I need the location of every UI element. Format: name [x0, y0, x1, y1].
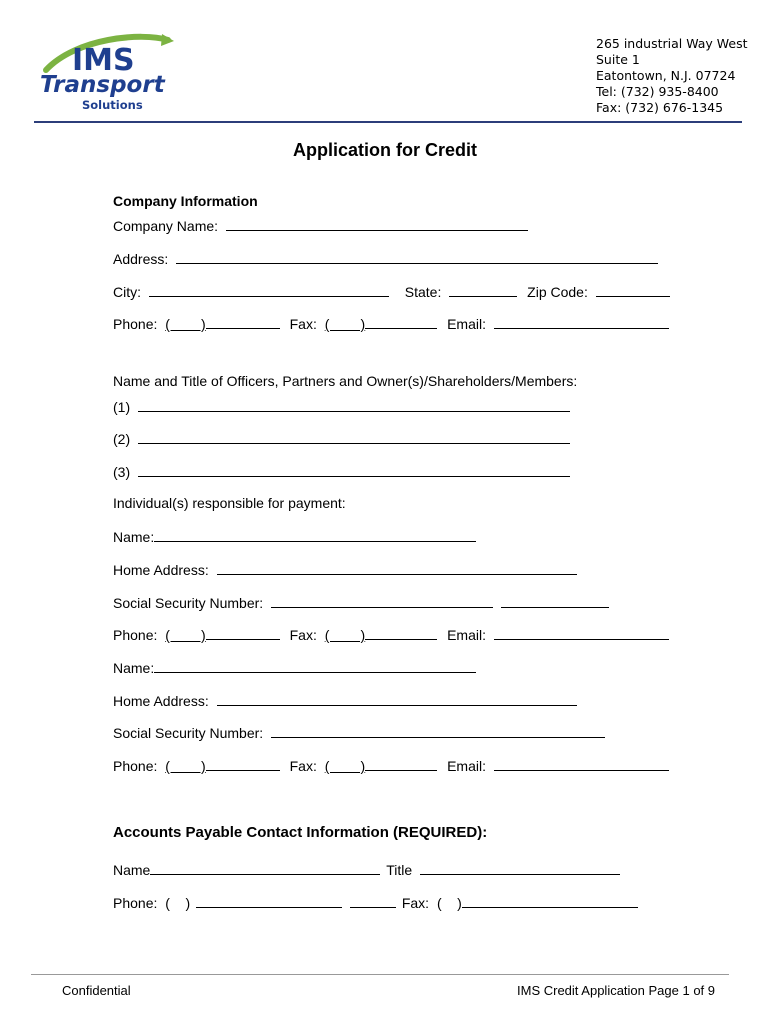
ap-name-field[interactable] — [150, 860, 380, 875]
company-name-label: Company Name: — [113, 218, 219, 234]
ap-phone-number-field[interactable] — [196, 893, 342, 908]
header-rule — [34, 121, 742, 123]
fax-label: Fax: — [289, 758, 317, 774]
name-field[interactable] — [154, 527, 476, 542]
individuals-heading: Individual(s) responsible for payment: — [113, 495, 346, 511]
individual-2-address-row — [113, 691, 577, 710]
city-row — [113, 282, 670, 301]
fax-number-field[interactable] — [365, 625, 437, 640]
individual-1-name-row — [113, 527, 476, 546]
ssn-label: Social Security Number: — [113, 595, 264, 611]
company-phone-row — [113, 314, 669, 333]
accounts-payable-heading: Accounts Payable Contact Information (REQUIRED): — [113, 824, 488, 841]
company-logo — [36, 30, 196, 115]
ap-fax-label: Fax: — [401, 895, 430, 911]
email-field[interactable] — [494, 314, 669, 329]
footer-page-number: IMS Credit Application Page 1 of 9 — [517, 983, 716, 998]
page-title: Application for Credit — [293, 140, 477, 160]
email-label: Email: — [447, 316, 486, 332]
ap-phone-ext-field[interactable] — [350, 893, 396, 908]
city-field[interactable] — [149, 282, 389, 297]
officer-number: (1) — [113, 399, 131, 415]
ssn-field[interactable] — [271, 593, 493, 608]
ap-name-row — [113, 860, 620, 879]
fax-area-code-field[interactable]: ( ) — [324, 758, 366, 774]
city-label: City: — [113, 284, 141, 300]
address-fax: Fax: (732) 676-1345 — [596, 100, 724, 115]
officer-number: (2) — [113, 431, 131, 447]
company-info-heading: Company Information — [113, 193, 258, 209]
officer-row-2 — [113, 429, 570, 448]
zip-label: Zip Code: — [527, 284, 588, 300]
address-label: Address: — [113, 251, 169, 267]
ssn-label: Social Security Number: — [113, 725, 264, 741]
phone-label: Phone: — [113, 758, 158, 774]
home-address-label: Home Address: — [113, 562, 209, 578]
company-name-row — [113, 216, 528, 235]
phone-number-field[interactable] — [206, 756, 280, 771]
ssn-extra-field[interactable] — [501, 593, 609, 608]
phone-area-code-field[interactable]: ( ) — [165, 758, 206, 774]
ap-name-label: Name — [113, 862, 151, 878]
footer-confidential: Confidential — [62, 983, 131, 998]
officer-field[interactable] — [138, 397, 570, 412]
home-address-label: Home Address: — [113, 693, 209, 709]
individual-2-name-row — [113, 658, 476, 677]
individual-2-ssn-row — [113, 723, 605, 742]
phone-label: Phone: — [113, 316, 158, 332]
ap-title-label: Title — [386, 862, 413, 878]
zip-field[interactable] — [596, 282, 670, 297]
officer-row-1 — [113, 397, 570, 416]
fax-area-code-field[interactable]: ( ) — [324, 316, 366, 332]
officer-field[interactable] — [138, 462, 570, 477]
address-line-2: Suite 1 — [596, 52, 640, 67]
logo-tagline: Solutions — [82, 98, 143, 112]
ap-fax-area-code-field[interactable]: ( ) — [436, 895, 462, 911]
officer-row-3 — [113, 462, 570, 481]
ap-phone-area-code-field[interactable]: ( ) — [165, 895, 191, 911]
ssn-field[interactable] — [271, 723, 605, 738]
footer-rule — [31, 974, 729, 975]
officer-field[interactable] — [138, 429, 570, 444]
phone-area-code-field[interactable]: ( ) — [165, 627, 206, 643]
fax-label: Fax: — [289, 627, 317, 643]
email-label: Email: — [447, 758, 486, 774]
fax-label: Fax: — [289, 316, 317, 332]
email-field[interactable] — [494, 625, 669, 640]
individual-1-phone-row — [113, 625, 669, 644]
svg-text:IMS: IMS — [72, 43, 135, 78]
name-label: Name: — [113, 529, 155, 545]
ap-fax-number-field[interactable] — [462, 893, 638, 908]
fax-number-field[interactable] — [365, 314, 437, 329]
address-field[interactable] — [176, 249, 658, 264]
fax-area-code-field[interactable]: ( ) — [324, 627, 366, 643]
individual-1-ssn-row — [113, 593, 609, 612]
phone-label: Phone: — [113, 627, 158, 643]
address-line-3: Eatontown, N.J. 07724 — [596, 68, 736, 83]
state-label: State: — [404, 284, 442, 300]
home-address-field[interactable] — [217, 691, 577, 706]
ap-phone-row — [113, 893, 638, 912]
ap-title-field[interactable] — [420, 860, 620, 875]
ap-phone-label: Phone: — [113, 895, 158, 911]
individual-2-phone-row — [113, 756, 669, 775]
officer-number: (3) — [113, 464, 131, 480]
phone-area-code-field[interactable]: ( ) — [165, 316, 206, 332]
company-name-field[interactable] — [226, 216, 528, 231]
address-tel: Tel: (732) 935-8400 — [596, 84, 719, 99]
email-field[interactable] — [494, 756, 669, 771]
fax-number-field[interactable] — [365, 756, 437, 771]
home-address-field[interactable] — [217, 560, 577, 575]
company-address — [596, 36, 748, 116]
individual-1-address-row — [113, 560, 577, 579]
name-label: Name: — [113, 660, 155, 676]
address-row — [113, 249, 658, 268]
officers-heading: Name and Title of Officers, Partners and Owner(s)/Shareholders/Members: — [113, 373, 578, 389]
name-field[interactable] — [154, 658, 476, 673]
logo-name: Transport — [40, 72, 165, 98]
address-line-1: 265 industrial Way West — [596, 36, 748, 51]
email-label: Email: — [447, 627, 486, 643]
phone-number-field[interactable] — [206, 314, 280, 329]
phone-number-field[interactable] — [206, 625, 280, 640]
state-field[interactable] — [449, 282, 517, 297]
